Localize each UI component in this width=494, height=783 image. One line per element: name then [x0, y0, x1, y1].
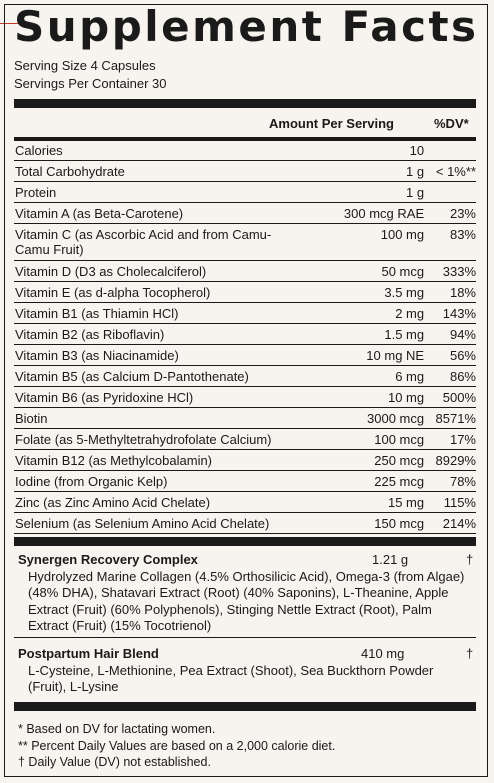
nutrient-row	[14, 471, 476, 492]
nutrient-amount: 2 mg	[395, 306, 425, 321]
nutrient-row	[14, 203, 476, 224]
panel-title: Supplement Facts	[14, 2, 479, 51]
nutrient-amount: 250 mcg	[374, 453, 425, 468]
nutrient-amount: 3.5 mg	[384, 285, 425, 300]
nutrient-dv: 78%	[449, 474, 476, 489]
nutrient-row	[14, 408, 476, 429]
nutrient-amount: 50 mcg	[381, 264, 425, 279]
nutrient-name: Vitamin D (D3 as Cholecalciferol)	[15, 264, 207, 279]
nutrient-name: Calories	[15, 143, 63, 158]
blend-ingredients: Hydrolyzed Marine Collagen (4.5% Orthosilicic Acid), Omega-3 (from Algae) (48% DHA), Shatavari Extract (Root) (40% Saponins), L-Theanine, Apple Extract (Fruit) (60% Polyphenols), Stinging Nettle Extract (Root), Palm Extract (Fruit) (15% Tocotrienol)	[28, 569, 465, 633]
dv-header: %DV*	[434, 116, 469, 131]
nutrient-row	[14, 387, 476, 408]
nutrient-dv: 17%	[449, 432, 476, 447]
nutrient-name: Vitamin B12 (as Methylcobalamin)	[15, 453, 213, 468]
nutrient-row	[14, 224, 476, 261]
amount-per-serving-header: Amount Per Serving	[269, 116, 394, 131]
nutrient-dv: 86%	[449, 369, 476, 384]
nutrient-name: Total Carbohydrate	[15, 164, 125, 179]
nutrient-name: Vitamin B5 (as Calcium D-Pantothenate)	[15, 369, 249, 384]
nutrient-name: Folate (as 5-Methyltetrahydrofolate Calcium)	[15, 432, 272, 447]
nutrient-row	[14, 282, 476, 303]
nutrient-amount: 15 mg	[387, 495, 425, 510]
footnote: ** Percent Daily Values are based on a 2,000 calorie diet.	[18, 739, 336, 753]
nutrient-name: Iodine (from Organic Kelp)	[15, 474, 168, 489]
nutrient-row	[14, 345, 476, 366]
serving-size: Serving Size 4 Capsules	[14, 58, 156, 73]
nutrient-name: Vitamin A (as Beta-Carotene)	[15, 206, 184, 221]
nutrient-name: Vitamin C (as Ascorbic Acid and from Camu-Camu Fruit)	[15, 227, 272, 257]
nutrient-dv: 23%	[449, 206, 476, 221]
blend-amount: 410 mg	[361, 646, 405, 661]
nutrient-name: Zinc (as Zinc Amino Acid Chelate)	[15, 495, 211, 510]
nutrient-name: Biotin	[15, 411, 48, 426]
nutrient-dv: 500%	[442, 390, 476, 405]
thick-divider	[14, 537, 476, 546]
blend-name: Synergen Recovery Complex	[18, 552, 198, 567]
nutrient-dv: 18%	[449, 285, 476, 300]
nutrient-row	[14, 182, 476, 203]
nutrient-amount: 10 mg	[387, 390, 425, 405]
nutrient-row	[14, 513, 476, 534]
nutrient-amount: 300 mcg RAE	[343, 206, 425, 221]
nutrient-amount: 100 mcg	[374, 432, 425, 447]
nutrient-name: Vitamin E (as d-alpha Tocopherol)	[15, 285, 211, 300]
nutrient-dv: 214%	[442, 516, 476, 531]
nutrient-amount: 1.5 mg	[384, 327, 425, 342]
nutrient-dv: < 1%**	[435, 164, 476, 179]
thick-divider	[14, 702, 476, 711]
nutrient-name: Selenium (as Selenium Amino Acid Chelate)	[15, 516, 270, 531]
nutrient-row	[14, 161, 476, 182]
nutrient-row	[14, 261, 476, 282]
nutrient-name: Vitamin B6 (as Pyridoxine HCl)	[15, 390, 194, 405]
nutrient-row	[14, 429, 476, 450]
nutrient-dv: 83%	[449, 227, 476, 242]
nutrient-name: Protein	[15, 185, 57, 200]
nutrient-dv: 94%	[449, 327, 476, 342]
nutrient-amount: 10 mg NE	[366, 348, 425, 363]
nutrient-dv: 333%	[442, 264, 476, 279]
nutrient-amount: 100 mg	[380, 227, 425, 242]
nutrient-row	[14, 492, 476, 513]
servings-per-container: Servings Per Container 30	[14, 76, 167, 91]
nutrient-dv: 8571%	[435, 411, 476, 426]
nutrient-amount: 1 g	[406, 164, 425, 179]
footnote: † Daily Value (DV) not established.	[18, 755, 211, 769]
thick-divider	[14, 99, 476, 108]
blend-dv: †	[466, 646, 474, 661]
nutrient-row	[14, 303, 476, 324]
nutrient-amount: 1 g	[406, 185, 425, 200]
nutrient-dv: 115%	[443, 495, 476, 510]
nutrient-dv: 8929%	[435, 453, 476, 468]
nutrient-row	[14, 324, 476, 345]
nutrient-name: Vitamin B1 (as Thiamin HCl)	[15, 306, 179, 321]
nutrient-name: Vitamin B2 (as Riboflavin)	[15, 327, 165, 342]
blend-ingredients: L-Cysteine, L-Methionine, Pea Extract (Shoot), Sea Buckthorn Powder (Fruit), L-Lysine	[28, 663, 434, 695]
nutrient-amount: 3000 mcg	[367, 411, 425, 426]
blend-amount: 1.21 g	[372, 552, 409, 567]
nutrient-row	[14, 140, 476, 161]
nutrient-name: Vitamin B3 (as Niacinamide)	[15, 348, 179, 363]
blend-dv: †	[466, 552, 474, 567]
nutrient-amount: 225 mcg	[374, 474, 425, 489]
nutrient-amount: 10	[409, 143, 425, 158]
nutrient-amount: 6 mg	[395, 369, 425, 384]
nutrient-dv: 143%	[442, 306, 476, 321]
row-divider	[14, 637, 476, 638]
blend-name: Postpartum Hair Blend	[18, 646, 159, 661]
nutrient-dv: 56%	[449, 348, 476, 363]
nutrient-table	[14, 140, 476, 534]
footnote: * Based on DV for lactating women.	[18, 722, 216, 736]
nutrient-row	[14, 450, 476, 471]
nutrient-amount: 150 mcg	[374, 516, 425, 531]
nutrient-row	[14, 366, 476, 387]
